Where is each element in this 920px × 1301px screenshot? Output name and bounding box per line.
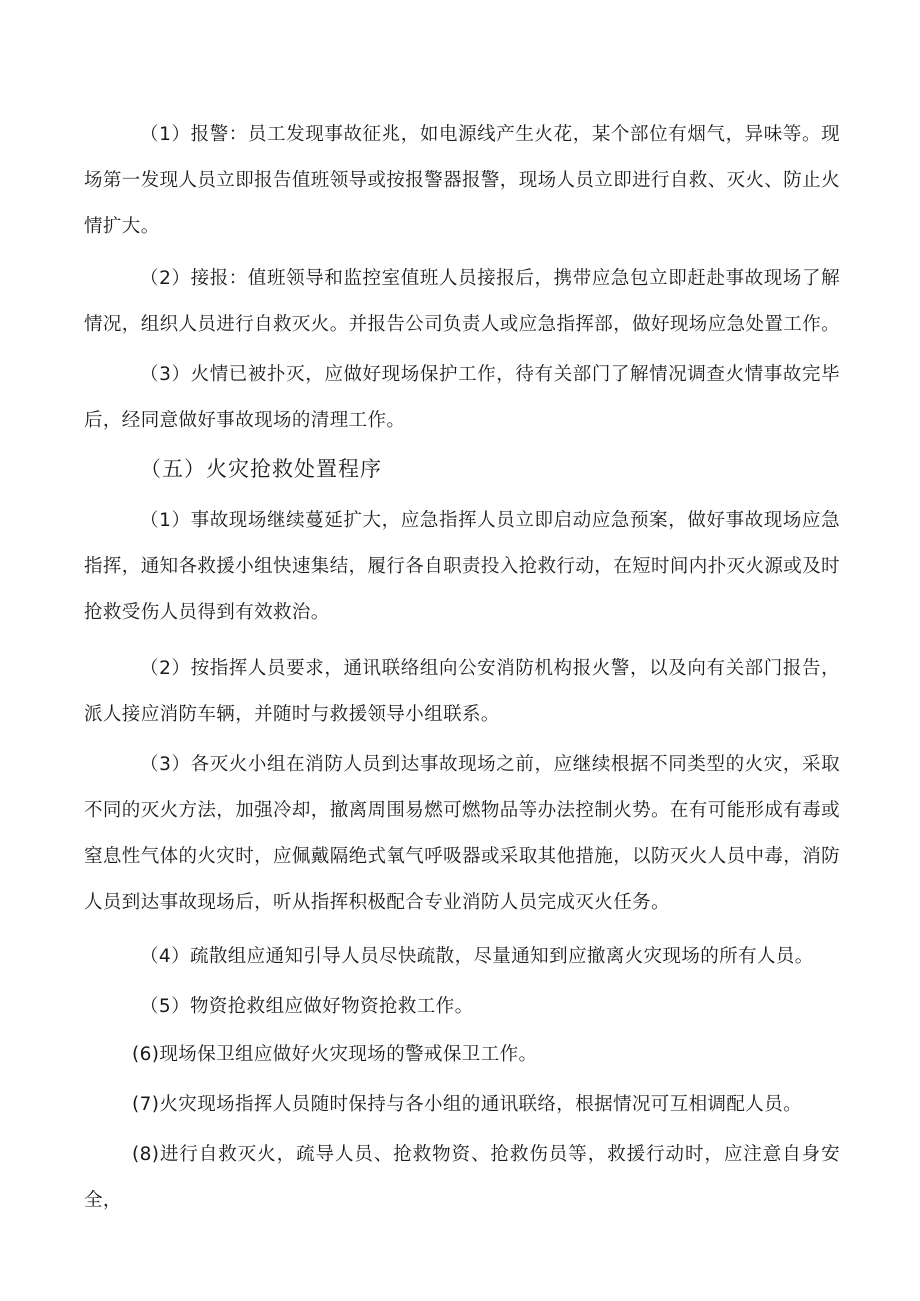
paragraph-alarm: （1）报警：员工发现事故征兆，如电源线产生火花，某个部位有烟气，异味等。现场第一发现人员立即报告值班领导或按报警器报警，现场人员立即进行自救、灭火、防止火情扩大。 — [84, 124, 841, 237]
paragraph-fire-extinguished: （3）火情已被扑灭，应做好现场保护工作，待有关部门了解情况调查火情事故完毕后，经同意做好事故现场的清理工作。 — [84, 364, 840, 431]
paragraph-material-rescue: （5）物资抢救组应做好物资抢救工作。 — [140, 996, 474, 1017]
section-heading-fire-rescue: （五）火灾抢救处置程序 — [140, 457, 382, 481]
paragraph-on-site-command: (7)火灾现场指挥人员随时保持与各小组的通讯联络，根据情况可互相调配人员。 — [132, 1094, 803, 1115]
paragraph-fire-alarm-report: （2）按指挥人员要求，通讯联络组向公安消防机构报火警，以及向有关部门报告，派人接应消防车辆，并随时与救援领导小组联系。 — [84, 658, 840, 725]
paragraph-emergency-command: （1）事故现场继续蔓延扩大，应急指挥人员立即启动应急预案，做好事故现场应急指挥，通知各救援小组快速集结，履行各自职责投入抢救行动，在短时间内扑灭火源或及时抢救受伤人员得到有效救治。 — [84, 510, 841, 623]
paragraph-receive-report: （2）接报：值班领导和监控室值班人员接报后，携带应急包立即赶赴事故现场了解情况，组织人员进行自救灭火。并报告公司负责人或应急指挥部，做好现场应急处置工作。 — [84, 268, 841, 335]
paragraph-self-rescue: (8)进行自救灭火，疏导人员、抢救物资、抢救伤员等，救援行动时，应注意自身安全， — [84, 1144, 840, 1211]
paragraph-firefighting-teams: （3）各灭火小组在消防人员到达事故现场之前，应继续根据不同类型的火灾，采取不同的灭火方法，加强冷却，撤离周围易燃可燃物品等办法控制火势。在有可能形成有毒或窒息性气体的火灾时，应佩戴隔绝式氧气呼吸器或采取其他措施，以防灭火人员中毒，消防人员到达事故现场后，听从指挥积极配合专业消防人员完成灭火任务。 — [84, 754, 841, 913]
paragraph-evacuation: （4）疏散组应通知引导人员尽快疏散，尽量通知到应撤离火灾现场的所有人员。 — [140, 946, 814, 967]
paragraph-security-guard: (6)现场保卫组应做好火灾现场的警戒保卫工作。 — [132, 1044, 538, 1065]
